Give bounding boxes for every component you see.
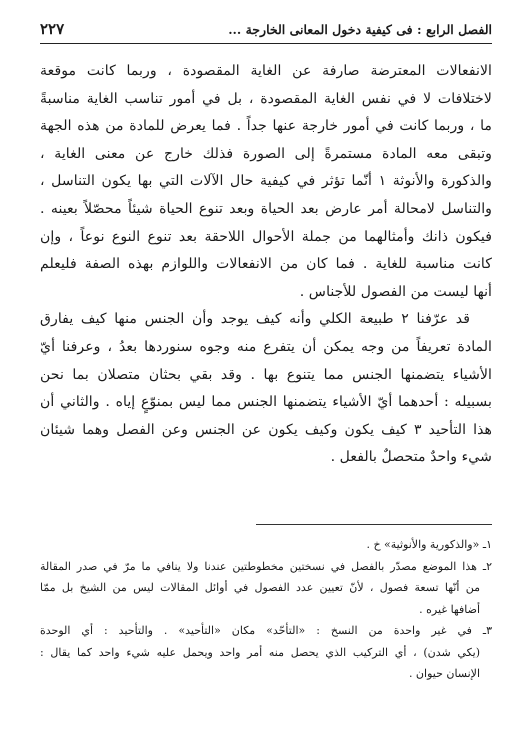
footnote-3 [40,620,492,685]
footnote-line: ٢ـ هذا الموضع مصدّر بالفصل في نسختين مخطوطتين عندنا ولا ينافي ما مرّ في صدر المقالة [40,559,492,573]
footnote-1 [40,534,492,556]
text-line: وتبقى معه المادة مستمرةً إلى الصورة فذلك خارج عن معنى الغاية ، [40,145,492,162]
page-number: ٢٢٧ [40,20,65,38]
footnote-2 [40,556,492,621]
text-line: والذكورة والأنوثة ١ أنّما تؤثر في كيفية حال الآلات التي بها يكون التناسل ، [40,173,492,190]
text-line: لاختلافات لا في نفس الغاية المقصودة ، بل في أمور تناسب الغاية مناسبةً [40,90,492,107]
text-line: ما ، وربما كانت في أمور خارجة عنها جداً . فما يعرض للمادة من هذه الجهة [40,118,492,135]
footnote-line: (يكي شدن) ، أي التركيب الذي يحصل منه أمر واحد ويحمل عليه شيء واحد كما يقال : [40,645,480,659]
running-title: الفصل الرابع : فی کیفیة دخول المعانی الخارجة ... [228,22,492,37]
text-line: هذا التأحيد ٣ كيف يكون وكيف يكون عن الجنس وعن الفصل وهما شيئان [40,421,492,438]
header-rule [40,43,492,44]
footnote-line: ١ـ «والذكورية والأنوثية» خ . [366,538,492,551]
footnote-line: الإنسان حيوان . [408,667,480,680]
page-header [40,20,492,42]
text-line: فيكون ذانك وأمثالهما من جملة الأحوال اللاحقة بعد تنوع النوع نوعاً ، وإن [40,228,492,245]
text-line: شيء واحدٌ متحصلٌ بالفعل . [330,449,492,466]
text-line: المادة تعريفاً من وجه يمكن أن يتفرع منه وجوه سنوردها بعدُ ، وعرفنا أيّ [40,338,492,355]
footnote-line: ٣ـ في غير واحدة من النسخ : «التأحّد» مكان «التأحيد» . والتأحيد : أي الوحدة [40,624,492,637]
text-line: والتناسل لامحالة أمر عارض بعد الحياة وبعد تنوع الحياة شيئاً محصّلاً بعينه . [40,200,492,217]
text-line: الأشياء يتضمنها الجنس مما يتنوع بها . وقد بقي بحثان متصلان بما نحن [40,366,492,383]
footnote-line: من أنّها تسعة فصول ، لأنّ تعيين عدد الفصول في أوائل المقالات ليس من الشيخ بل ممّا [40,581,480,594]
paragraph [40,306,492,472]
paragraph [40,58,492,306]
text-line: بسبيله : أحدهما أيّ الأشياء يتضمنها الجنس مما ليس بمنوّعٍ إياه . والثاني أن [40,394,492,411]
footnotes [40,534,492,685]
text-line: الانفعالات المعترضة صارفة عن الغاية المقصودة ، وربما كانت موقعة [40,63,492,79]
text-line: قد عرّفنا ٢ طبيعة الكلي وأنه كيف يوجد وأن الجنس منها كيف يفارق [40,311,470,328]
footnote-separator [256,524,492,525]
text-line: كانت مناسبة للغاية . فما كان من الانفعالات واللوازم بهذه الصفة فليعلم [40,256,492,273]
text-line: أنها ليست من الفصول للأجناس . [299,283,492,300]
footnote-line: أضافها غيره . [419,602,480,616]
main-text [40,58,492,472]
